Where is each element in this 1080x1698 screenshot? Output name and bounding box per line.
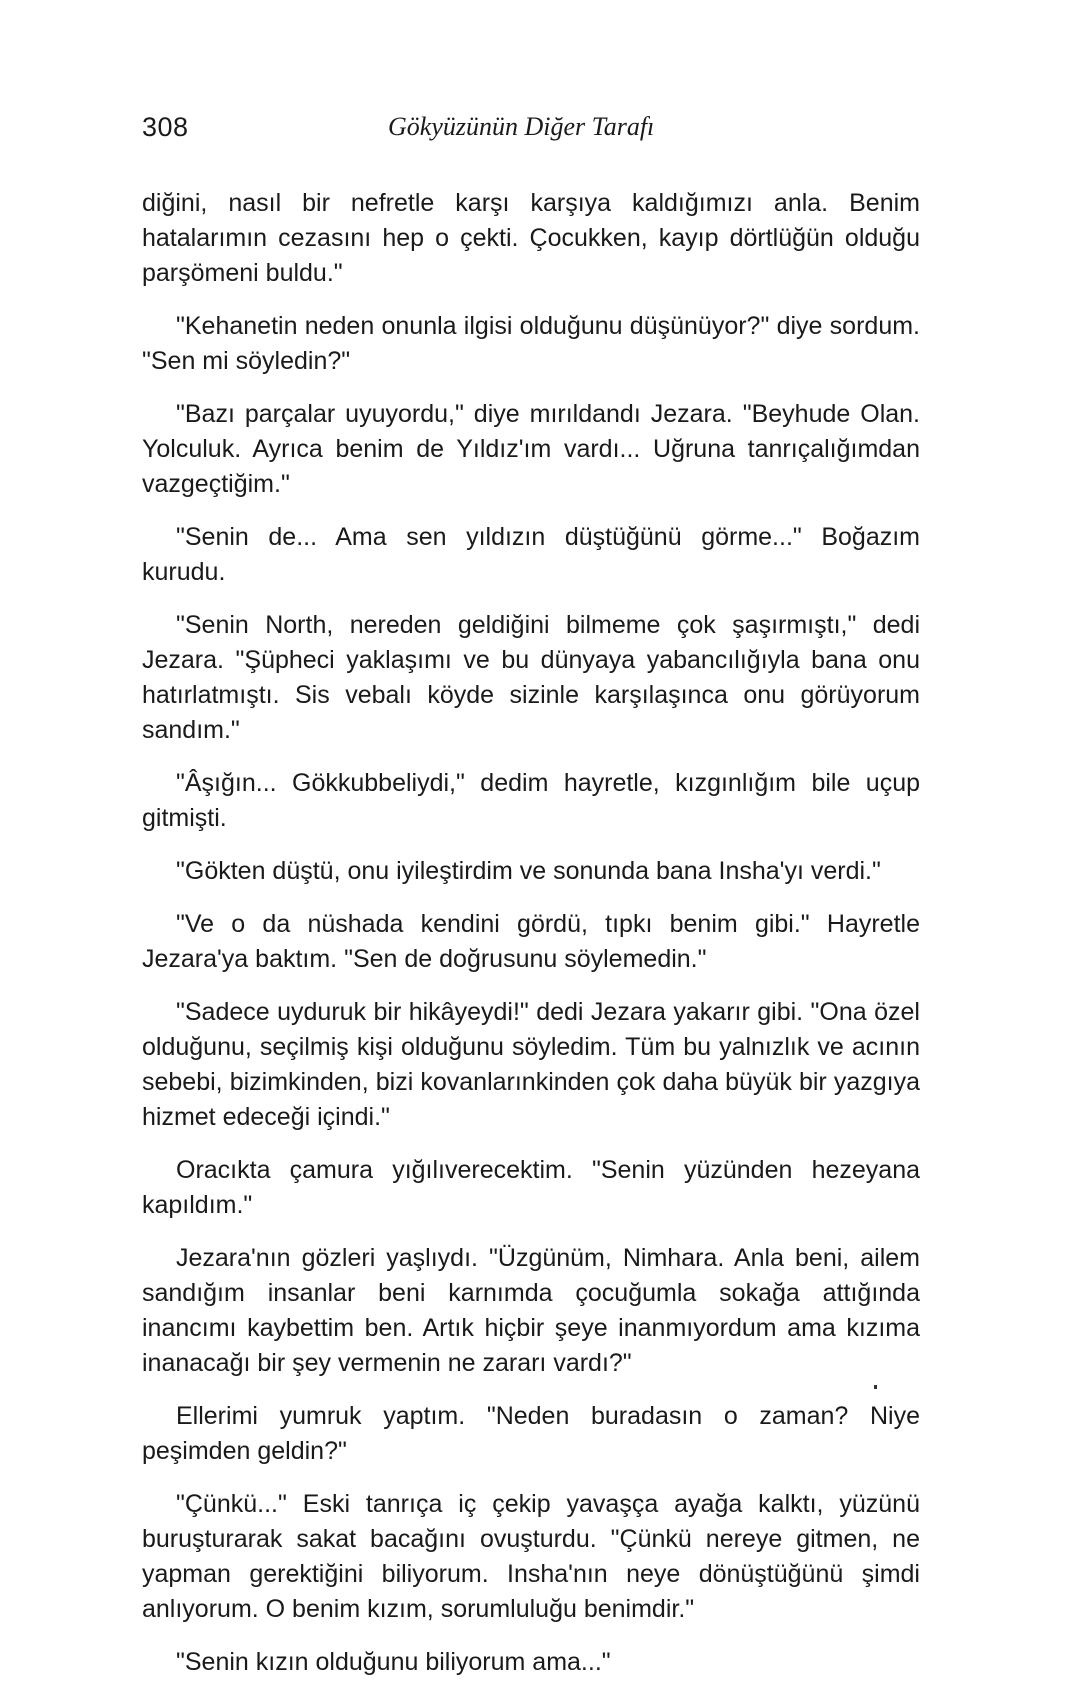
paragraph: Oracıkta çamura yığılıverecektim. "Senin yüzünden hezeyana kapıldım." [142,1156,920,1219]
body-text [142,186,920,1698]
paragraph: "Âşığın... Gökkubbeliydi," dedim hayretle, kızgınlığım bile uçup gitmişti. [142,769,920,832]
paragraph: "Senin de... Ama sen yıldızın düştüğünü görme..." Boğazım kurudu. [142,523,920,586]
paragraph: "Senin kızın olduğunu biliyorum ama..." [176,1648,611,1676]
paragraph: "Gökten düştü, onu iyileştirdim ve sonunda bana Insha'yı verdi." [176,857,881,885]
print-speck [874,1385,877,1389]
paragraph: "Ve o da nüshada kendini gördü, tıpkı benim gibi." Hayretle Jezara'ya baktım. "Sen de doğrusunu söylemedin." [142,910,920,973]
paragraph: "Sadece uyduruk bir hikâyeydi!" dedi Jezara yakarır gibi. "Ona özel olduğunu, seçilmiş kişi olduğunu söyledim. Tüm bu yalnızlık ve acının sebebi, bizimkinden, bizi kovanlarınkinden çok daha büyük bir yazgıya hizmet edeceği içindi." [142,998,920,1131]
paragraph: Ellerimi yumruk yaptım. "Neden buradasın o zaman? Niye peşimden geldin?" [142,1402,920,1465]
paragraph: Jezara'nın gözleri yaşlıydı. "Üzgünüm, Nimhara. Anla beni, ailem sandığım insanlar beni karnımda çocuğumla sokağa attığında inancımı kaybettim ben. Artık hiçbir şeye inanmıyordum ama kızıma inanacağı bir şey vermenin ne zararı vardı?" [142,1244,920,1377]
running-title: Gökyüzünün Diğer Tarafı [388,112,655,141]
paragraph: "Senin North, nereden geldiğini bilmeme çok şaşırmıştı," dedi Jezara. "Şüpheci yaklaşımı ve bu dünyaya yabancılığıyla bana onu hatırlatmıştı. Sis vebalı köyde sizinle karşılaşınca onu görüyorum sandım." [142,611,920,744]
paragraph: "Kehanetin neden onunla ilgisi olduğunu düşünüyor?" diye sordum. "Sen mi söyledin?" [142,312,920,375]
paragraph: "Bazı parçalar uyuyordu," diye mırıldandı Jezara. "Beyhude Olan. Yolculuk. Ayrıca benim de Yıldız'ım vardı... Uğruna tanrıçalığımdan vazgeçtiğim." [142,400,920,498]
paragraph: "Çünkü..." Eski tanrıça iç çekip yavaşça ayağa kalktı, yüzünü buruşturarak sakat bacağını ovuşturdu. "Çünkü nereye gitmen, ne yapman gerektiğini biliyorum. Insha'nın neye dönüştüğünü şimdi anlıyorum. O benim kızım, sorumluluğu benimdir." [142,1490,920,1623]
page-number: 308 [142,112,189,142]
paragraph: diğini, nasıl bir nefretle karşı karşıya kaldığımızı anla. Benim hatalarımın cezasını hep o çekti. Çocukken, kayıp dörtlüğün olduğu parşömeni buldu." [142,189,920,287]
page-header [142,112,922,152]
